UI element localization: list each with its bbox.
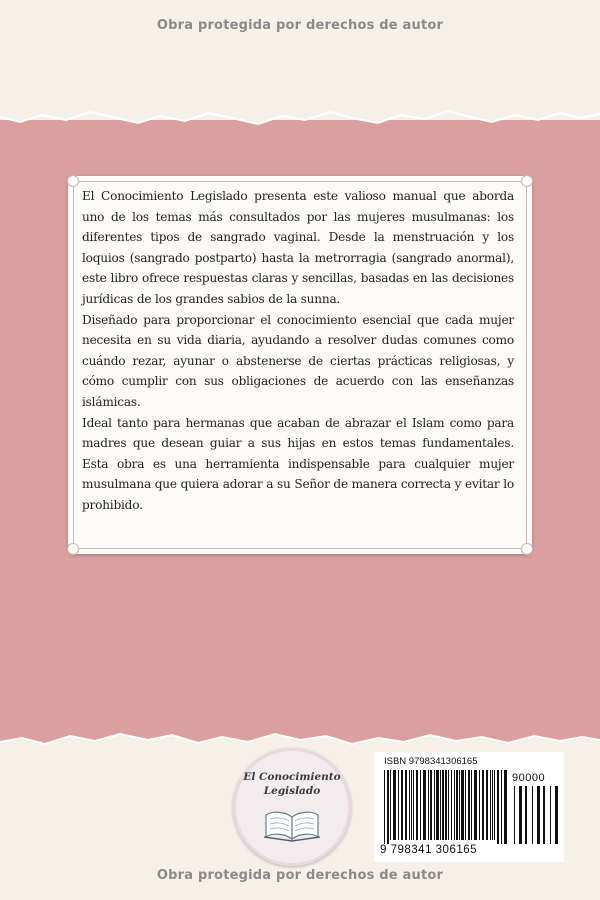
barcode-bar bbox=[411, 770, 412, 840]
description-paragraph: El Conocimiento Legislado presenta este valioso manual que aborda uno de los temas más consultados por las mujeres musulmanas: los diferentes tipos de sangrado vaginal. Desde la menstruación y los loquios (sangrado postparto) hasta la metrorragia (sangrado anormal), este libro ofrece respuestas claras y sencillas, basadas en las decisiones jurídicas de los grandes sabios de la sunna. bbox=[82, 189, 514, 306]
barcode-addon-bar bbox=[543, 786, 545, 844]
barcode-addon-bar bbox=[519, 786, 522, 844]
barcode-addon-bar bbox=[537, 786, 540, 844]
barcode-bar bbox=[405, 770, 407, 840]
watermark-bottom: Obra protegida por derechos de autor bbox=[156, 868, 444, 883]
barcode-bar bbox=[471, 770, 472, 840]
barcode-bar bbox=[393, 770, 396, 840]
barcode-bar bbox=[440, 770, 441, 840]
barcode-bar bbox=[420, 770, 421, 840]
barcode-bar bbox=[434, 770, 435, 840]
barcode-bar bbox=[490, 770, 491, 840]
isbn-barcode bbox=[374, 752, 564, 862]
barcode-bar bbox=[465, 770, 466, 840]
barcode-bar bbox=[456, 770, 458, 840]
barcode-bar bbox=[413, 770, 414, 840]
barcode-bar bbox=[428, 770, 429, 840]
barcode-addon-bar bbox=[555, 786, 558, 844]
barcode-bar bbox=[504, 770, 507, 844]
watermark-top: Obra protegida por derechos de autor bbox=[156, 18, 444, 33]
panel-corner bbox=[67, 543, 79, 555]
torn-edge-top bbox=[0, 96, 600, 136]
barcode-addon-bar bbox=[514, 786, 515, 844]
barcode-bar bbox=[482, 770, 484, 840]
publisher-logo bbox=[233, 748, 351, 866]
logo-line-1: El Conocimiento bbox=[243, 771, 341, 783]
description-paragraph: Ideal tanto para hermanas que acaban de abrazar el Islam como para madres que desean guiar a sus hijas en estos temas fundamentales. Esta obra es una herramienta indispensable para cualquier mujer musulmana que quiera adorar a su Señor de manera correcta y evitar lo prohibido. bbox=[82, 415, 514, 512]
logo-line-2: Legislado bbox=[263, 785, 321, 797]
barcode-bar bbox=[430, 770, 432, 840]
barcode-digits: 9 798341 306165 bbox=[380, 844, 478, 856]
isbn-label: ISBN 9798341306165 bbox=[384, 756, 478, 767]
barcode-bar bbox=[409, 770, 410, 840]
barcode-bar bbox=[398, 770, 399, 840]
barcode-bar bbox=[479, 770, 480, 840]
barcode-bar bbox=[436, 770, 439, 840]
barcode-bar bbox=[387, 770, 389, 844]
barcode-bar bbox=[459, 770, 460, 840]
barcode-bar bbox=[474, 770, 477, 840]
barcode-addon-bar bbox=[532, 786, 533, 844]
barcode-bar bbox=[384, 770, 385, 844]
barcode-bar bbox=[492, 770, 493, 840]
panel-corner bbox=[521, 543, 533, 555]
barcode-bar bbox=[494, 770, 495, 840]
barcode-bars bbox=[380, 770, 560, 844]
barcode-bar bbox=[451, 770, 452, 840]
barcode-bar bbox=[401, 770, 403, 840]
price-code: 90000 bbox=[512, 772, 546, 784]
description-text bbox=[82, 186, 514, 516]
barcode-addon-bar bbox=[550, 786, 551, 844]
panel-corner bbox=[67, 175, 79, 187]
barcode-bar bbox=[501, 770, 502, 844]
barcode-bar bbox=[416, 770, 418, 840]
barcode-bar bbox=[468, 770, 470, 840]
barcode-bar bbox=[461, 770, 464, 840]
barcode-bar bbox=[486, 770, 488, 840]
open-book-icon bbox=[262, 807, 322, 843]
barcode-bar bbox=[445, 770, 447, 840]
barcode-bar bbox=[497, 770, 499, 844]
barcode-bar bbox=[454, 770, 455, 840]
description-paragraph: Diseñado para proporcionar el conocimiento esencial que cada mujer necesita en su vida diaria, ayudando a resolver dudas comunes como cuándo rezar, ayunar o abstenerse de ciertas prácticas religiosas, y cómo cumplir con sus obligaciones de acuerdo con las enseñanzas islámicas. bbox=[82, 312, 514, 409]
barcode-bar bbox=[390, 770, 391, 840]
barcode-bar bbox=[448, 770, 449, 840]
barcode-bar bbox=[442, 770, 444, 840]
barcode-bar bbox=[423, 770, 426, 840]
barcode-addon-bar bbox=[525, 786, 527, 844]
description-panel bbox=[68, 176, 532, 554]
panel-corner bbox=[521, 175, 533, 187]
